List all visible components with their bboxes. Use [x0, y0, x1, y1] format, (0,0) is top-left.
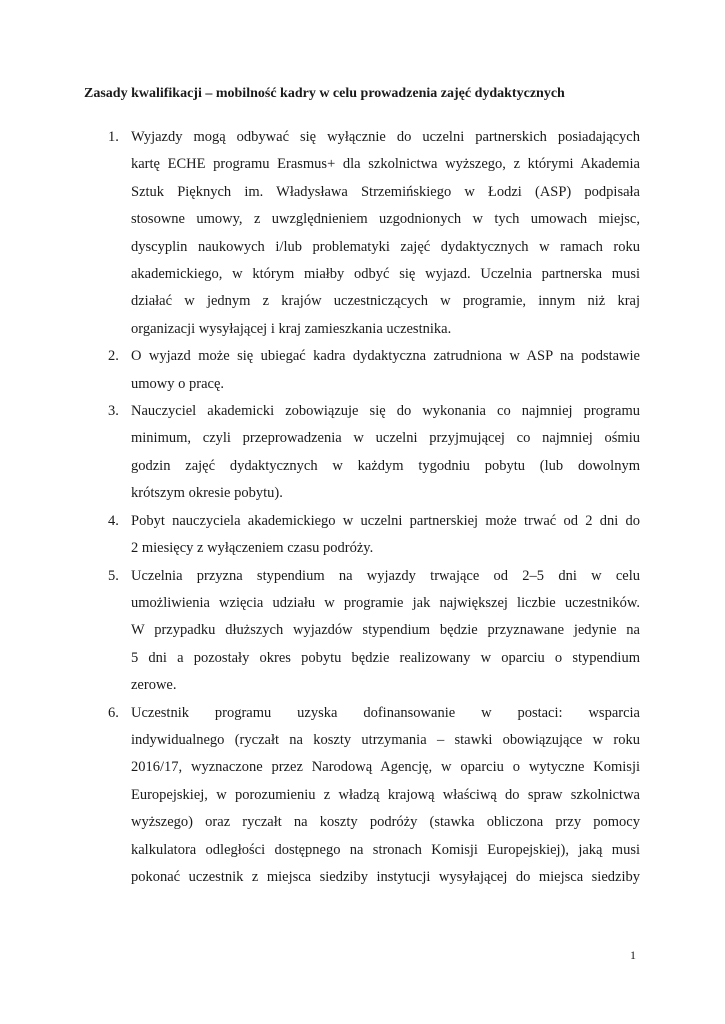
list-item-text: [131, 398, 640, 508]
text-line: O wyjazd może się ubiegać kadra dydaktyczna zatrudniona w ASP na podstawie: [131, 348, 640, 365]
text-line: dyscyplin naukowych i/lub problematyki zajęć dydaktycznych w ramach roku: [131, 238, 640, 255]
text-line: Wyjazdy mogą odbywać się wyłącznie do uczelni partnerskich posiadających: [131, 129, 640, 145]
text-line: stosowne umowy, z uwzględnieniem uzgodnionych w tych umowach miejsc,: [131, 211, 640, 228]
text-line: 2 miesięcy z wyłączeniem czasu podróży.: [131, 540, 374, 557]
qualification-rules-list: [0, 124, 725, 891]
text-line: Nauczyciel akademicki zobowiązuje się do wykonania co najmniej programu: [131, 403, 640, 420]
text-line: organizacji wysyłającej i kraj zamieszkania uczestnika.: [131, 320, 452, 337]
list-item: [0, 343, 725, 398]
text-line: Uczestnik programu uzyska dofinansowanie w postaci: wsparcia: [131, 704, 640, 721]
text-line: umowy o pracę.: [131, 375, 225, 392]
list-item-number: 2.: [108, 348, 119, 365]
list-item-number: 3.: [108, 403, 119, 420]
text-line: godzin zajęć dydaktycznych w każdym tygodniu pobytu (lub dowolnym: [131, 457, 640, 474]
text-line: zerowe.: [131, 677, 177, 694]
text-line: Sztuk Pięknych im. Władysława Strzemińskiego w Łodzi (ASP) podpisała: [131, 183, 640, 200]
text-line: W przypadku dłuższych wyjazdów stypendium będzie przyznawane jedynie na: [131, 622, 640, 639]
text-line: umożliwienia wzięcia udziału w programie jak największej liczbie uczestników.: [131, 594, 640, 611]
list-item-text: [131, 563, 640, 700]
text-line: akademickiego, w którym miałby odbyć się wyjazd. Uczelnia partnerska musi: [131, 266, 640, 283]
text-line: wyższego) oraz ryczałt na koszty podróży (stawka obliczona przy pomocy: [131, 814, 640, 831]
page-title: Zasady kwalifikacji – mobilność kadry w celu prowadzenia zajęć dydaktycznych: [84, 86, 565, 101]
list-item-text: [131, 700, 640, 892]
text-line: kartę ECHE programu Erasmus+ dla szkolnictwa wyższego, z którymi Akademia: [131, 156, 640, 173]
text-line: Uczelnia przyzna stypendium na wyjazdy trwające od 2–5 dni w celu: [131, 567, 640, 584]
list-item-number: 4.: [108, 512, 119, 529]
list-item: [0, 563, 725, 700]
list-item: [0, 700, 725, 892]
page-number: 1: [630, 948, 636, 962]
list-item: [0, 508, 725, 563]
text-line: minimum, czyli przeprowadzenia w uczelni przyjmującej co najmniej ośmiu: [131, 430, 640, 447]
text-line: 5 dni a pozostały okres pobytu będzie realizowany w oparciu o stypendium: [131, 649, 640, 666]
text-line: Pobyt nauczyciela akademickiego w uczelni partnerskiej może trwać od 2 dni do: [131, 512, 640, 529]
list-item-number: 5.: [108, 567, 119, 584]
text-line: 2016/17, wyznaczone przez Narodową Agencję, w oparciu o wytyczne Komisji: [131, 759, 640, 776]
text-line: kalkulatora odległości dostępnego na stronach Komisji Europejskiej), jaką musi: [131, 841, 640, 858]
list-item-number: 6.: [108, 704, 119, 721]
text-line: Europejskiej, w porozumieniu z władzą krajową właściwą do spraw szkolnictwa: [131, 786, 640, 803]
list-item-text: [131, 508, 640, 563]
text-line: krótszym okresie pobytu).: [131, 485, 283, 502]
text-line: indywidualnego (ryczałt na koszty utrzymania – stawki obowiązujące w roku: [131, 731, 640, 748]
list-item: [0, 124, 725, 343]
list-item: [0, 398, 725, 508]
text-line: działać w jednym z krajów uczestniczących w programie, innym niż kraj: [131, 293, 640, 310]
list-item-text: [131, 343, 640, 398]
list-item-text: [131, 124, 640, 343]
list-item-number: 1.: [108, 129, 119, 145]
text-line: pokonać uczestnik z miejsca siedziby instytucji wysyłającej do miejsca siedziby: [131, 868, 640, 885]
